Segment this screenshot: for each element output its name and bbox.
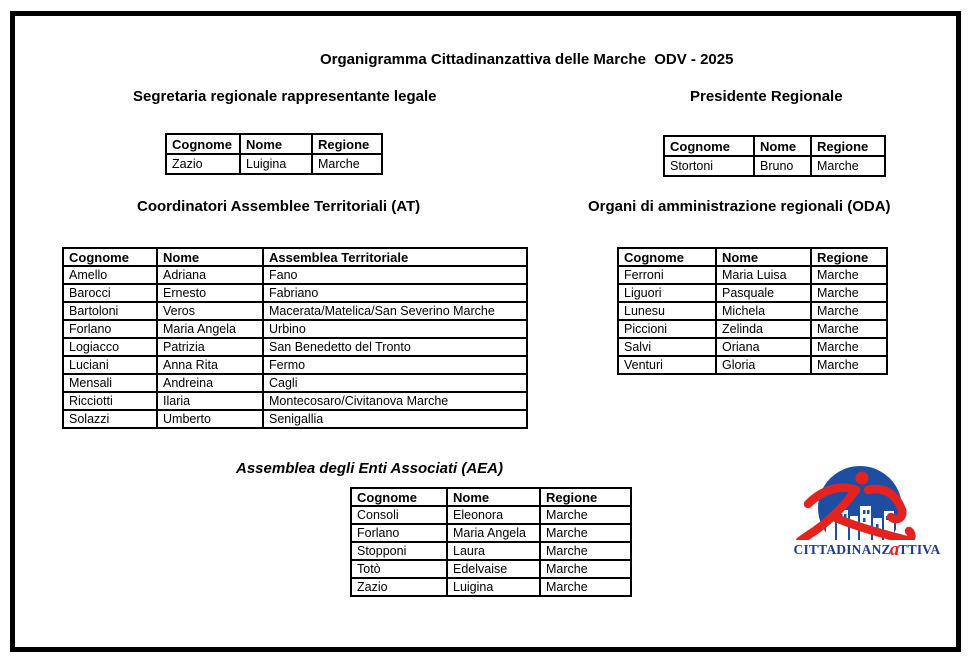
table-cell: Marche — [540, 524, 631, 542]
table-cell: Michela — [716, 302, 811, 320]
wordmark-prefix: CITTADINANZ — [793, 542, 891, 557]
table-cell: Macerata/Matelica/San Severino Marche — [263, 302, 527, 320]
table-row — [618, 302, 887, 320]
table-cell: Fermo — [263, 356, 527, 374]
table-cell: Veros — [157, 302, 263, 320]
table-row — [351, 578, 631, 596]
table-row — [166, 154, 382, 174]
table-cell: Venturi — [618, 356, 716, 374]
table-cell: Forlano — [351, 524, 447, 542]
table-cell: Marche — [540, 542, 631, 560]
table-cell: Fano — [263, 266, 527, 284]
header-row — [618, 248, 887, 266]
table-cell: Liguori — [618, 284, 716, 302]
table-cell: Marche — [811, 356, 887, 374]
cittadinanzattiva-logo — [792, 464, 942, 564]
table-cell: Andreina — [157, 374, 263, 392]
table-cell: Gloria — [716, 356, 811, 374]
table-cell: Ernesto — [157, 284, 263, 302]
table-cell: Marche — [811, 320, 887, 338]
table-cell: Laura — [447, 542, 540, 560]
heading-presidente: Presidente Regionale — [690, 88, 843, 105]
table-row — [351, 524, 631, 542]
table-cell: Ilaria — [157, 392, 263, 410]
table-cell: San Benedetto del Tronto — [263, 338, 527, 356]
table-cell: Edelvaise — [447, 560, 540, 578]
column-header: Nome — [240, 134, 312, 154]
table-cell: Marche — [540, 578, 631, 596]
table-cell: Luciani — [63, 356, 157, 374]
table-oda — [617, 247, 888, 375]
column-header: Regione — [811, 136, 885, 156]
table-row — [63, 338, 527, 356]
heading-segretaria: Segretaria regionale rappresentante legale — [133, 88, 437, 105]
table-cell: Logiacco — [63, 338, 157, 356]
table-row — [63, 302, 527, 320]
header-row — [63, 248, 527, 266]
header-row — [351, 488, 631, 506]
table-cell: Maria Luisa — [716, 266, 811, 284]
heading-coordinatori-at: Coordinatori Assemblee Territoriali (AT) — [137, 198, 421, 215]
table-cell: Zazio — [166, 154, 240, 174]
table-cell: Adriana — [157, 266, 263, 284]
table-cell: Bartoloni — [63, 302, 157, 320]
column-header: Assemblea Territoriale — [263, 248, 527, 266]
column-header: Regione — [811, 248, 887, 266]
table-cell: Marche — [811, 338, 887, 356]
heading-aea: Assemblea degli Enti Associati (AEA) — [236, 460, 504, 477]
table-cell: Senigallia — [263, 410, 527, 428]
table-cell: Zelinda — [716, 320, 811, 338]
table-cell: Ricciotti — [63, 392, 157, 410]
table-cell: Eleonora — [447, 506, 540, 524]
column-header: Cognome — [166, 134, 240, 154]
header-row — [664, 136, 885, 156]
table-cell: Marche — [811, 156, 885, 176]
table-cell: Montecosaro/Civitanova Marche — [263, 392, 527, 410]
table-row — [618, 320, 887, 338]
table-cell: Ferroni — [618, 266, 716, 284]
column-header: Nome — [447, 488, 540, 506]
table-cell: Stopponi — [351, 542, 447, 560]
table-row — [664, 156, 885, 176]
table-cell: Umberto — [157, 410, 263, 428]
wordmark-accent: a — [889, 539, 900, 560]
table-cell: Marche — [811, 302, 887, 320]
column-header: Nome — [754, 136, 811, 156]
table-aea — [350, 487, 632, 597]
table-cell: Marche — [540, 506, 631, 524]
table-cell: Marche — [811, 284, 887, 302]
table-cell: Stortoni — [664, 156, 754, 176]
page-title: Organigramma Cittadinanzattiva delle Marche ODV - 2025 — [320, 51, 734, 68]
table-cell: Maria Angela — [157, 320, 263, 338]
table-row — [618, 266, 887, 284]
table-cell: Totò — [351, 560, 447, 578]
table-cell: Cagli — [263, 374, 527, 392]
table-row — [618, 338, 887, 356]
table-row — [618, 356, 887, 374]
wordmark-suffix: TTIVA — [898, 542, 941, 557]
table-cell: Mensali — [63, 374, 157, 392]
table-cell: Patrizia — [157, 338, 263, 356]
table-cell: Maria Angela — [447, 524, 540, 542]
table-row — [63, 374, 527, 392]
table-cell: Piccioni — [618, 320, 716, 338]
column-header: Cognome — [63, 248, 157, 266]
table-cell: Marche — [540, 560, 631, 578]
table-cell: Marche — [811, 266, 887, 284]
table-cell: Consoli — [351, 506, 447, 524]
table-row — [63, 356, 527, 374]
table-cell: Oriana — [716, 338, 811, 356]
table-row — [351, 542, 631, 560]
table-row — [63, 284, 527, 302]
logo-emblem-icon — [792, 464, 942, 548]
table-cell: Marche — [312, 154, 382, 174]
table-cell: Fabriano — [263, 284, 527, 302]
table-segretaria — [165, 133, 383, 175]
table-cell: Pasquale — [716, 284, 811, 302]
table-cell: Forlano — [63, 320, 157, 338]
table-cell: Lunesu — [618, 302, 716, 320]
logo-runner-head — [856, 472, 869, 485]
heading-oda: Organi di amministrazione regionali (ODA) — [588, 198, 891, 215]
logo-wordmark — [792, 540, 942, 559]
table-row — [618, 284, 887, 302]
table-row — [351, 506, 631, 524]
table-cell: Solazzi — [63, 410, 157, 428]
header-row — [166, 134, 382, 154]
column-header: Cognome — [618, 248, 716, 266]
column-header: Regione — [312, 134, 382, 154]
table-cell: Zazio — [351, 578, 447, 596]
column-header: Nome — [157, 248, 263, 266]
table-presidente — [663, 135, 886, 177]
column-header: Nome — [716, 248, 811, 266]
table-cell: Amello — [63, 266, 157, 284]
table-cell: Luigina — [240, 154, 312, 174]
table-row — [63, 320, 527, 338]
table-cell: Barocci — [63, 284, 157, 302]
table-cell: Bruno — [754, 156, 811, 176]
column-header: Cognome — [351, 488, 447, 506]
table-row — [63, 392, 527, 410]
table-cell: Urbino — [263, 320, 527, 338]
table-row — [351, 560, 631, 578]
column-header: Regione — [540, 488, 631, 506]
table-cell: Luigina — [447, 578, 540, 596]
table-row — [63, 266, 527, 284]
table-cell: Salvi — [618, 338, 716, 356]
table-cell: Anna Rita — [157, 356, 263, 374]
table-row — [63, 410, 527, 428]
column-header: Cognome — [664, 136, 754, 156]
table-coordinatori-at — [62, 247, 528, 429]
